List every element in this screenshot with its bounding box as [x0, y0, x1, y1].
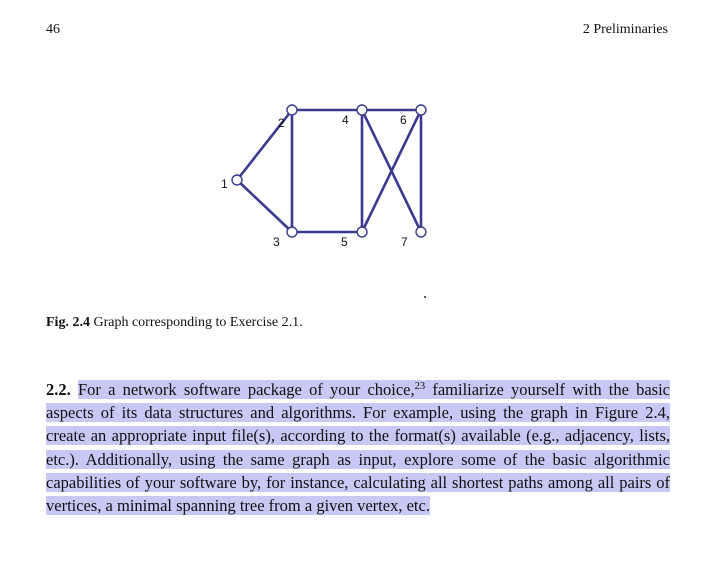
running-head: 2 Preliminaries — [582, 22, 668, 37]
vertex-label-6: 6 — [400, 113, 407, 127]
edge-1-3 — [237, 180, 292, 232]
vertex-labels — [221, 113, 408, 249]
exercise-text-rest: familiarize yourself with the basic aspects of its data structures and algorithms. For example, using the graph in Figure 2.4, create an appropriate input file(s), according to the format(s) available (e.g., adjacency, lists, etc.). Additionally, using the same graph as input, explore some of the basic algorithmic capabilities of your software by, for instance, calculating all shortest paths among all pairs of vertices, a minimal spanning tree from a given vertex, etc. — [46, 380, 671, 516]
vertex-label-4: 4 — [342, 113, 349, 127]
exercise-text-start: For a network software package of your choice, — [77, 380, 415, 399]
vertex-7 — [416, 227, 426, 237]
figure-caption-text: Graph corresponding to Exercise 2.1. — [93, 315, 303, 330]
vertex-label-2: 2 — [278, 116, 285, 130]
vertex-6 — [416, 105, 426, 115]
vertex-4 — [357, 105, 367, 115]
footnote-marker[interactable]: 23 — [414, 381, 426, 392]
vertex-3 — [287, 227, 297, 237]
vertex-label-3: 3 — [273, 235, 280, 249]
vertex-1 — [232, 175, 242, 185]
stray-dot — [424, 296, 426, 298]
vertex-label-1: 1 — [221, 177, 228, 191]
graph-vertices — [232, 105, 426, 237]
exercise-number: 2.2. — [46, 380, 71, 399]
vertex-label-7: 7 — [401, 235, 408, 249]
exercise-paragraph — [46, 378, 670, 517]
exercise-text-highlighted — [46, 380, 670, 515]
vertex-2 — [287, 105, 297, 115]
vertex-label-5: 5 — [341, 235, 348, 249]
graph-edges — [237, 110, 421, 232]
page-number: 46 — [46, 22, 60, 37]
figure-label: Fig. 2.4 — [46, 315, 90, 330]
vertex-5 — [357, 227, 367, 237]
figure-caption — [46, 315, 303, 331]
